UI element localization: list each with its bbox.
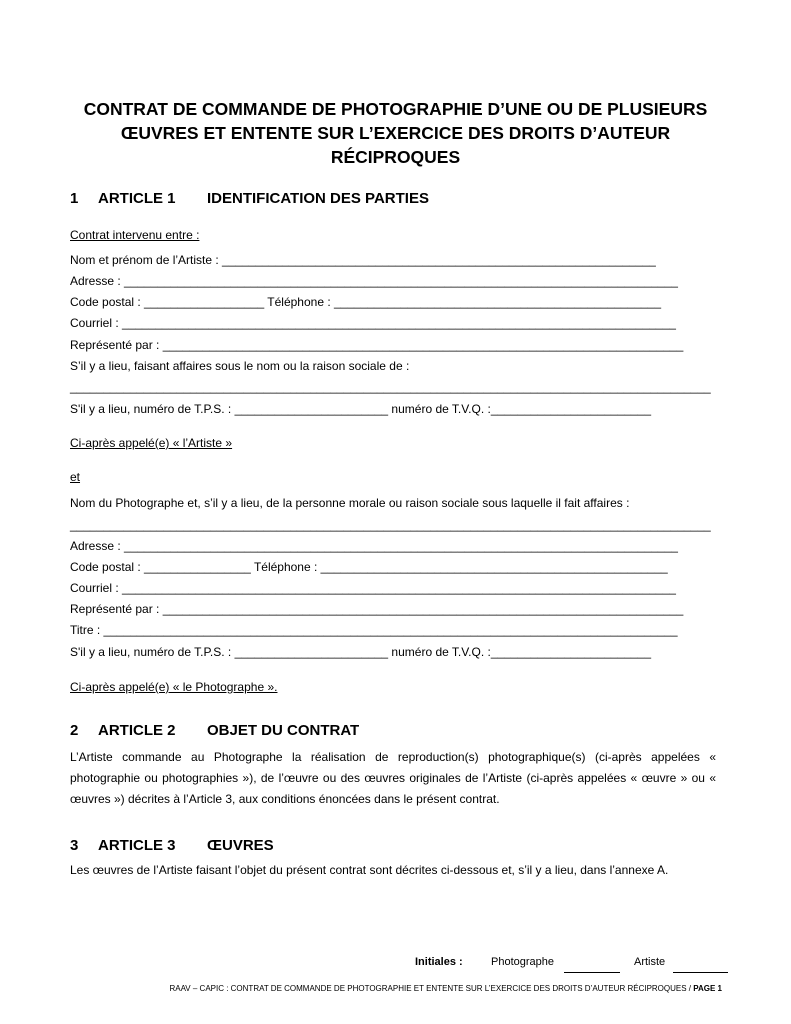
initials-label: Initiales :: [415, 956, 463, 968]
section-3-paragraph: Les œuvres de l’Artiste faisant l’objet du présent contrat sont décrites ci-dessous et, s’il y a lieu, dans l’annexe A.: [70, 863, 669, 877]
photographer-initials-blank[interactable]: [564, 960, 620, 973]
running-footer-text: RAAV – CAPIC : CONTRAT DE COMMANDE DE PHOTOGRAPHIE ET ENTENTE SUR L’EXERCICE DES DROITS D’AUTEUR RÉCIPROQUES /: [169, 984, 694, 993]
title-line: ŒUVRES ET ENTENTE SUR L’EXERCICE DES DROITS D’AUTEUR: [120, 123, 671, 143]
section-number: 2: [70, 722, 79, 739]
page-number: PAGE 1: [693, 984, 722, 993]
section-number: 3: [70, 837, 79, 854]
initials-artist-label: Artiste: [634, 956, 666, 968]
section-number: 1: [70, 190, 79, 207]
photographer-represented-by-field: Représenté par : ______________________________________________________________________________: [70, 602, 684, 616]
photographer-title-field: Titre : ______________________________________________________________________________________: [70, 623, 678, 637]
photographer-intro: Nom du Photographe et, s’il y a lieu, de la personne morale ou raison sociale sous laquelle il fait affaires :: [70, 496, 630, 510]
photographer-postal-phone-field: Code postal : ________________ Téléphone : ____________________________________________________: [70, 560, 668, 574]
article-label: ARTICLE 1: [98, 190, 176, 207]
article-label: ARTICLE 3: [98, 837, 176, 854]
document-title: [60, 97, 731, 169]
section-title: IDENTIFICATION DES PARTIES: [207, 190, 429, 207]
artist-address-field: Adresse : ___________________________________________________________________________________: [70, 274, 678, 288]
photographer-email-field: Courriel : ___________________________________________________________________________________: [70, 581, 676, 595]
artist-tax-numbers-field: S'il y a lieu, numéro de T.P.S. : _______________________ numéro de T.V.Q. :________________________: [70, 402, 651, 416]
contract-intro: Contrat intervenu entre :: [70, 228, 200, 242]
running-footer: [40, 984, 722, 993]
photographer-designation: Ci-après appelé(e) « le Photographe ».: [70, 680, 278, 694]
artist-business-name-label: S’il y a lieu, faisant affaires sous le nom ou la raison sociale de :: [70, 359, 410, 373]
photographer-name-field: ________________________________________________________________________________________________: [70, 518, 711, 532]
artist-initials-blank[interactable]: [673, 960, 728, 973]
photographer-address-field: Adresse : ___________________________________________________________________________________: [70, 539, 678, 553]
photographer-tax-numbers-field: S'il y a lieu, numéro de T.P.S. : _______________________ numéro de T.V.Q. :________________________: [70, 645, 651, 659]
artist-name-field: Nom et prénom de l’Artiste : _________________________________________________________________: [70, 253, 656, 267]
title-line: CONTRAT DE COMMANDE DE PHOTOGRAPHIE D’UNE OU DE PLUSIEURS: [83, 99, 708, 119]
artist-represented-by-field: Représenté par : ______________________________________________________________________________: [70, 338, 684, 352]
artist-designation: Ci-après appelé(e) « l’Artiste »: [70, 436, 233, 450]
article-label: ARTICLE 2: [98, 722, 176, 739]
section-2-paragraph: L’Artiste commande au Photographe la réalisation de reproduction(s) photographique(s) (ci-après appelées « photographie ou photographies »), de l’œuvre ou des œuvres originales de l’Artiste (ci-après appelées « œuvre » ou « œuvres ») décrites à l’Article 3, aux conditions énoncées dans le présent contrat.: [70, 750, 716, 806]
section-title: OBJET DU CONTRAT: [207, 722, 360, 739]
artist-business-name-field: ________________________________________________________________________________________________: [70, 380, 711, 394]
and-connector: et: [70, 470, 81, 484]
section-title: ŒUVRES: [207, 837, 274, 854]
title-line: RÉCIPROQUES: [330, 147, 461, 167]
initials-photographer-label: Photographe: [491, 956, 554, 968]
artist-email-field: Courriel : ___________________________________________________________________________________: [70, 316, 676, 330]
artist-postal-phone-field: Code postal : __________________ Téléphone : _________________________________________________: [70, 295, 662, 309]
